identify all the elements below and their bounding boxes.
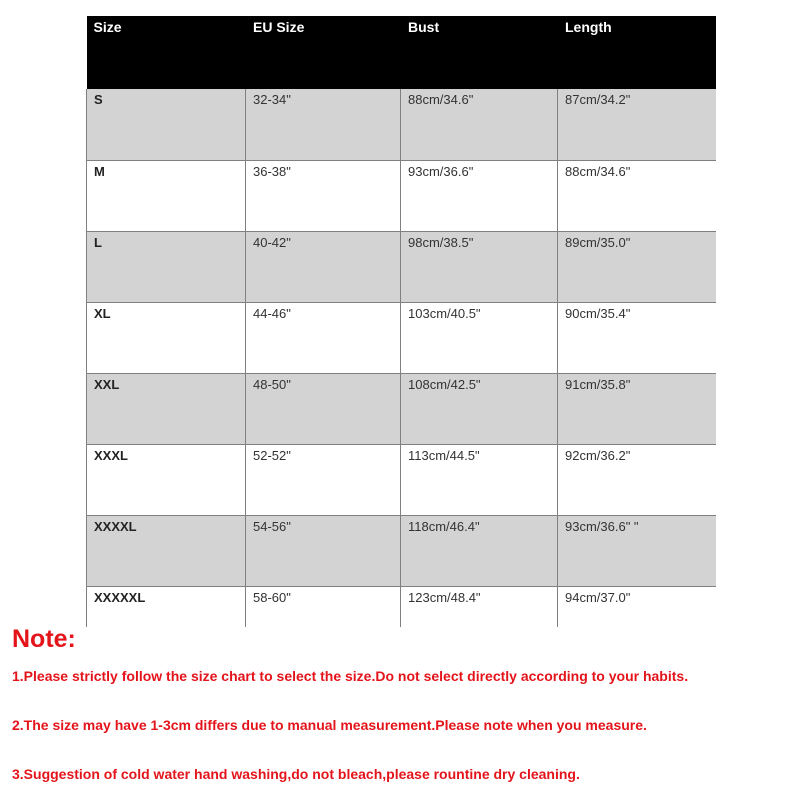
eu-size-cell: 44-46" [246, 302, 401, 373]
size-cell: XL [87, 302, 246, 373]
size-cell: L [87, 231, 246, 302]
size-chart [86, 16, 716, 627]
note-item-3: 3.Suggestion of cold water hand washing,do not bleach,please rountine dry cleaning. [12, 766, 580, 782]
eu-size-cell: 54-56" [246, 515, 401, 586]
length-cell: 89cm/35.0" [558, 231, 717, 302]
eu-size-cell: 36-38" [246, 160, 401, 231]
note-item-2: 2.The size may have 1-3cm differs due to manual measurement.Please note when you measure. [12, 717, 647, 733]
header-eu-size: EU Size [246, 16, 401, 89]
size-cell: M [87, 160, 246, 231]
bust-cell: 108cm/42.5" [401, 373, 558, 444]
length-cell: 92cm/36.2" [558, 444, 717, 515]
length-cell: 90cm/35.4" [558, 302, 717, 373]
table-header-row [87, 16, 717, 89]
bust-cell: 93cm/36.6" [401, 160, 558, 231]
size-cell: S [87, 89, 246, 160]
table-row [87, 160, 717, 231]
table-row [87, 373, 717, 444]
size-chart-table [86, 16, 716, 627]
length-cell: 91cm/35.8" [558, 373, 717, 444]
bust-cell: 98cm/38.5" [401, 231, 558, 302]
eu-size-cell: 52-52" [246, 444, 401, 515]
table-row [87, 231, 717, 302]
eu-size-cell: 48-50" [246, 373, 401, 444]
length-cell: 93cm/36.6" " [558, 515, 717, 586]
header-bust: Bust [401, 16, 558, 89]
bust-cell: 113cm/44.5" [401, 444, 558, 515]
bust-cell: 118cm/46.4" [401, 515, 558, 586]
size-cell: XXXXXL [87, 586, 246, 627]
size-cell: XXXL [87, 444, 246, 515]
eu-size-cell: 58-60" [246, 586, 401, 627]
length-cell: 88cm/34.6" [558, 160, 717, 231]
table-row [87, 89, 717, 160]
notes-section [12, 624, 792, 782]
table-row [87, 586, 717, 627]
eu-size-cell: 40-42" [246, 231, 401, 302]
header-length: Length [558, 16, 717, 89]
size-cell: XXXXL [87, 515, 246, 586]
bust-cell: 88cm/34.6" [401, 89, 558, 160]
bust-cell: 123cm/48.4" [401, 586, 558, 627]
header-size: Size [87, 16, 246, 89]
table-row [87, 302, 717, 373]
note-title: Note: [12, 625, 76, 653]
eu-size-cell: 32-34" [246, 89, 401, 160]
table-row [87, 515, 717, 586]
length-cell: 87cm/34.2" [558, 89, 717, 160]
table-row [87, 444, 717, 515]
note-item-1: 1.Please strictly follow the size chart to select the size.Do not select directly according to your habits. [12, 668, 689, 684]
bust-cell: 103cm/40.5" [401, 302, 558, 373]
size-cell: XXL [87, 373, 246, 444]
length-cell: 94cm/37.0" [558, 586, 717, 627]
